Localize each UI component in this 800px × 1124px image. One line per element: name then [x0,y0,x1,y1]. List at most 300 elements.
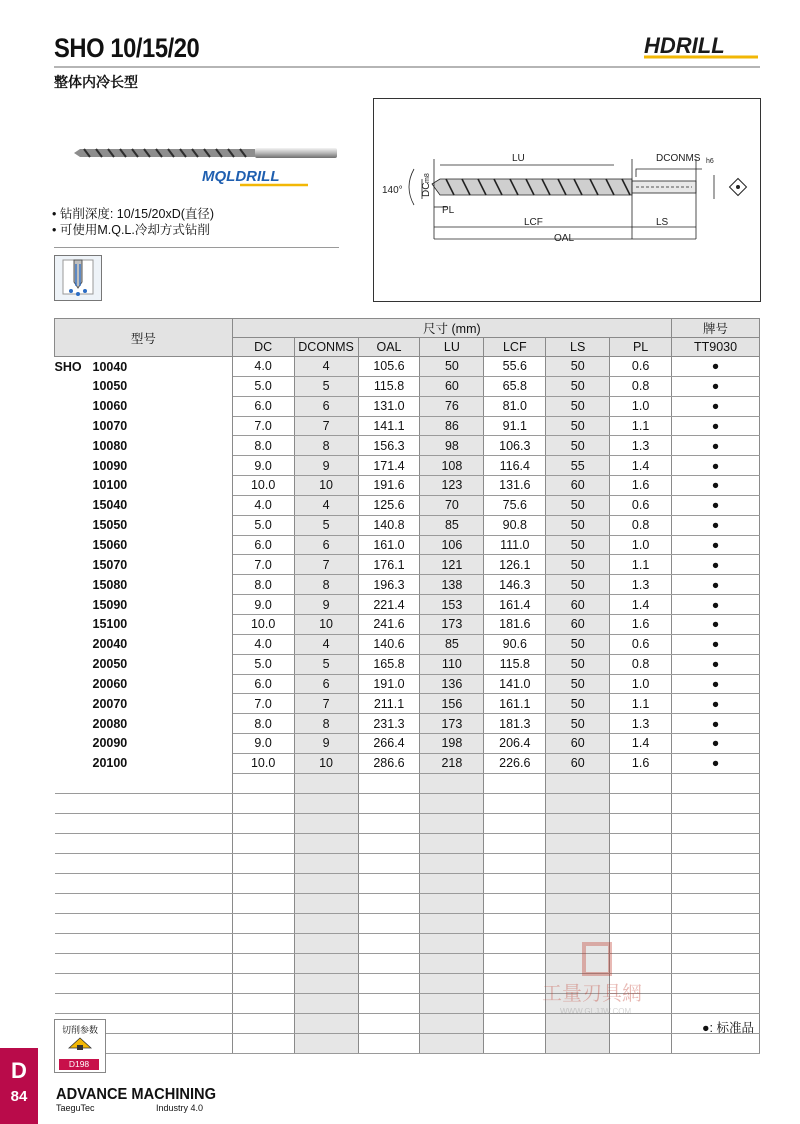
cell-tt: ● [672,694,760,714]
cell-lu: 173 [420,714,484,734]
watermark-url-text: WWW.GLJJW.COM [560,1007,632,1016]
model-cell [55,515,233,535]
empty-cell [294,1033,358,1053]
empty-cell [672,933,760,953]
cell-dconms: 7 [294,416,358,436]
cell-lu: 153 [420,595,484,615]
cell-tt: ● [672,357,760,377]
empty-cell [232,933,294,953]
cell-pl: 0.8 [610,376,672,396]
cell-lcf: 111.0 [484,535,546,555]
cell-dconms: 5 [294,654,358,674]
cell-oal: 196.3 [358,575,420,595]
cell-ls: 50 [546,436,610,456]
empty-cell [546,893,610,913]
cell-ls: 50 [546,694,610,714]
cell-lcf: 226.6 [484,753,546,773]
empty-row [55,833,760,853]
model-cell [55,753,233,773]
model-cell [55,575,233,595]
empty-row [55,913,760,933]
empty-cell [420,833,484,853]
model-cell [55,714,233,734]
empty-cell [484,873,546,893]
cell-pl: 1.3 [610,575,672,595]
diagram-oal-label: OAL [554,233,575,244]
cell-dc: 6.0 [232,674,294,694]
cell-lcf: 206.4 [484,734,546,754]
empty-cell [55,893,233,913]
empty-cell [232,913,294,933]
bullet-drilling-depth: • 钻削深度: 10/15/20xD(直径) [52,207,215,221]
cell-pl: 1.3 [610,436,672,456]
empty-cell [294,853,358,873]
table-row [55,714,760,734]
empty-cell [294,813,358,833]
cell-lu: 85 [420,515,484,535]
empty-cell [232,853,294,873]
cell-oal: 105.6 [358,357,420,377]
cell-tt: ● [672,456,760,476]
cell-dconms: 6 [294,674,358,694]
empty-row [55,1013,760,1033]
cell-oal: 156.3 [358,436,420,456]
cell-tt: ● [672,376,760,396]
col-lu: LU [420,338,484,357]
model-cell [55,396,233,416]
cell-ls: 50 [546,714,610,734]
brand-left-text: TaeguTec [56,1103,95,1113]
empty-cell [294,893,358,913]
cell-ls: 50 [546,555,610,575]
cell-pl: 1.1 [610,694,672,714]
empty-cell [232,773,294,793]
empty-cell [672,1033,760,1053]
empty-cell [358,793,420,813]
brand-main-text: ADVANCE MACHINING [56,1086,216,1103]
cell-ls: 50 [546,495,610,515]
cell-lcf: 65.8 [484,376,546,396]
empty-row [55,853,760,873]
cell-tt: ● [672,495,760,515]
diagram-pl-label: PL [442,205,455,216]
empty-cell [294,953,358,973]
empty-cell [420,973,484,993]
empty-cell [294,873,358,893]
empty-cell [420,773,484,793]
table-row [55,555,760,575]
cutting-params-link[interactable] [54,1019,106,1073]
empty-cell [232,953,294,973]
model-code: 10040 [92,359,128,374]
model-cell [55,436,233,456]
cell-lcf: 131.6 [484,476,546,496]
cell-dconms: 10 [294,753,358,773]
empty-cell [358,953,420,973]
cell-dc: 9.0 [232,595,294,615]
empty-cell [546,1033,610,1053]
cell-lcf: 55.6 [484,357,546,377]
cell-oal: 241.6 [358,614,420,634]
empty-cell [420,933,484,953]
cell-tt: ● [672,416,760,436]
empty-cell [55,913,233,933]
cell-dconms: 10 [294,614,358,634]
model-cell [55,654,233,674]
cell-lcf: 126.1 [484,555,546,575]
empty-cell [358,853,420,873]
empty-cell [484,853,546,873]
cell-oal: 231.3 [358,714,420,734]
empty-cell [232,1033,294,1053]
empty-cell [546,813,610,833]
diagram-lcf-label: LCF [524,217,543,228]
hdrill-logo-text: HDRILL [644,33,725,58]
empty-cell [672,813,760,833]
model-code: 10060 [92,399,128,414]
cell-ls: 60 [546,595,610,615]
model-cell [55,476,233,496]
cell-oal: 221.4 [358,595,420,615]
col-dconms: DCONMS [294,338,358,357]
empty-cell [672,913,760,933]
table-row [55,515,760,535]
cell-pl: 0.6 [610,495,672,515]
cell-oal: 115.8 [358,376,420,396]
empty-cell [55,993,233,1013]
model-cell [55,694,233,714]
cell-dconms: 4 [294,634,358,654]
cell-lcf: 181.6 [484,614,546,634]
cell-dconms: 6 [294,535,358,555]
empty-cell [610,893,672,913]
empty-cell [294,773,358,793]
model-cell [55,734,233,754]
empty-cell [420,873,484,893]
empty-cell [610,1033,672,1053]
empty-cell [358,773,420,793]
empty-cell [358,913,420,933]
cell-dconms: 7 [294,555,358,575]
cell-lu: 86 [420,416,484,436]
hdrill-logo [640,30,762,62]
empty-cell [672,893,760,913]
cell-dc: 4.0 [232,357,294,377]
empty-cell [610,913,672,933]
empty-cell [55,953,233,973]
empty-cell [294,833,358,853]
cell-lcf: 106.3 [484,436,546,456]
cell-ls: 50 [546,416,610,436]
cutting-params-icon [65,1036,95,1052]
cell-dc: 10.0 [232,476,294,496]
cell-lu: 98 [420,436,484,456]
empty-cell [672,953,760,973]
cell-oal: 161.0 [358,535,420,555]
cell-dc: 7.0 [232,555,294,575]
cell-pl: 1.1 [610,555,672,575]
brand-right-text: Industry 4.0 [156,1103,204,1113]
table-row [55,436,760,456]
empty-cell [232,973,294,993]
empty-cell [484,953,546,973]
col-oal: OAL [358,338,420,357]
model-code: 15060 [92,538,128,553]
cell-dc: 7.0 [232,416,294,436]
model-code: 20060 [92,676,128,691]
cell-tt: ● [672,654,760,674]
model-code: 15100 [92,617,128,632]
cell-tt: ● [672,436,760,456]
cell-tt: ● [672,614,760,634]
cell-dconms: 7 [294,694,358,714]
cell-dconms: 9 [294,734,358,754]
cell-lu: 123 [420,476,484,496]
cell-lcf: 181.3 [484,714,546,734]
diagram-dc-label: DC [421,182,432,197]
cell-oal: 165.8 [358,654,420,674]
empty-row [55,1033,760,1053]
cell-ls: 50 [546,357,610,377]
cell-dc: 10.0 [232,614,294,634]
table-row [55,614,760,634]
empty-cell [610,853,672,873]
model-cell [55,416,233,436]
cell-pl: 1.4 [610,595,672,615]
table-row [55,396,760,416]
cell-lu: 198 [420,734,484,754]
model-code: 20070 [92,696,128,711]
cell-dconms: 10 [294,476,358,496]
model-cell [55,555,233,575]
empty-cell [672,973,760,993]
cell-oal: 191.0 [358,674,420,694]
empty-cell [420,993,484,1013]
cell-ls: 50 [546,575,610,595]
model-code: 15090 [92,597,128,612]
cell-lu: 136 [420,674,484,694]
empty-row [55,793,760,813]
cell-pl: 1.0 [610,535,672,555]
empty-cell [420,1013,484,1033]
cell-lcf: 116.4 [484,456,546,476]
empty-cell [55,833,233,853]
empty-cell [232,893,294,913]
empty-cell [672,833,760,853]
model-cell [55,376,233,396]
empty-cell [610,833,672,853]
cell-dc: 5.0 [232,515,294,535]
cell-oal: 131.0 [358,396,420,416]
cell-dc: 9.0 [232,456,294,476]
page-number: 84 [10,1088,28,1105]
cell-ls: 60 [546,614,610,634]
header-size: 尺寸 (mm) [232,319,671,338]
cell-dconms: 8 [294,436,358,456]
diagram-dc-tol: m8 [424,173,431,183]
cell-ls: 60 [546,734,610,754]
legend-standard: ●: 标准品 [702,1021,754,1035]
cell-dconms: 6 [294,396,358,416]
cell-ls: 50 [546,396,610,416]
empty-cell [358,1033,420,1053]
cell-dconms: 4 [294,495,358,515]
cell-pl: 0.6 [610,357,672,377]
empty-cell [420,813,484,833]
drill-dimension-diagram [373,98,761,302]
empty-cell [546,913,610,933]
empty-cell [358,833,420,853]
empty-cell [484,993,546,1013]
dimension-drawing [374,99,760,301]
empty-cell [232,1013,294,1033]
diagram-angle-label: 140° [382,185,403,196]
cell-dconms: 5 [294,376,358,396]
cell-tt: ● [672,476,760,496]
watermark-main-text: 工量刃具網 [542,981,642,1005]
empty-cell [672,793,760,813]
cell-lu: 138 [420,575,484,595]
cell-oal: 140.6 [358,634,420,654]
empty-cell [672,773,760,793]
model-code: 20050 [92,657,128,672]
table-row [55,535,760,555]
cell-pl: 1.6 [610,476,672,496]
cell-lu: 108 [420,456,484,476]
cell-pl: 1.1 [610,416,672,436]
watermark [540,942,680,1016]
cell-ls: 55 [546,456,610,476]
empty-cell [232,873,294,893]
cell-lcf: 161.4 [484,595,546,615]
model-code: 20090 [92,736,128,751]
empty-cell [484,1013,546,1033]
model-cell [55,634,233,654]
cell-pl: 0.8 [610,515,672,535]
model-code: 15050 [92,518,128,533]
cell-ls: 50 [546,634,610,654]
page-subtitle: 整体内冷长型 [54,74,138,90]
cell-lcf: 91.1 [484,416,546,436]
feature-bullets [52,206,214,238]
empty-cell [294,933,358,953]
table-row [55,416,760,436]
cell-lcf: 90.6 [484,634,546,654]
cell-ls: 50 [546,654,610,674]
cell-tt: ● [672,674,760,694]
cell-lcf: 75.6 [484,495,546,515]
empty-row [55,893,760,913]
mql-drill-logo [200,164,312,188]
empty-cell [232,793,294,813]
cell-oal: 140.8 [358,515,420,535]
empty-cell [672,873,760,893]
model-code: 10080 [92,438,128,453]
header-grade: 牌号 [672,319,760,338]
cell-dc: 8.0 [232,575,294,595]
cell-ls: 60 [546,753,610,773]
model-cell [55,614,233,634]
empty-cell [420,853,484,873]
empty-cell [546,793,610,813]
cell-dconms: 8 [294,575,358,595]
empty-cell [546,853,610,873]
empty-cell [610,773,672,793]
empty-cell [232,813,294,833]
cell-lcf: 161.1 [484,694,546,714]
cutting-params-ref: D198 [59,1059,99,1070]
cell-dc: 6.0 [232,535,294,555]
empty-cell [358,1013,420,1033]
cell-ls: 50 [546,376,610,396]
cell-dc: 5.0 [232,654,294,674]
model-cell [55,495,233,515]
cell-pl: 1.0 [610,396,672,416]
cell-dc: 8.0 [232,436,294,456]
bullet-divider [54,247,339,248]
table-row [55,456,760,476]
table-row [55,674,760,694]
cell-dc: 4.0 [232,634,294,654]
model-prefix: SHO [54,359,82,374]
table-row [55,376,760,396]
empty-cell [358,813,420,833]
model-code: 20040 [92,637,128,652]
empty-cell [420,953,484,973]
empty-cell [55,793,233,813]
table-row [55,495,760,515]
empty-row [55,773,760,793]
model-code: 20080 [92,716,128,731]
cell-ls: 50 [546,535,610,555]
cell-tt: ● [672,535,760,555]
cell-lcf: 90.8 [484,515,546,535]
empty-cell [610,873,672,893]
cell-dc: 9.0 [232,734,294,754]
cell-dconms: 5 [294,515,358,535]
cell-lu: 50 [420,357,484,377]
brand-logo [56,1082,218,1114]
cell-lu: 76 [420,396,484,416]
empty-cell [55,773,233,793]
title-divider [54,66,760,68]
cell-oal: 211.1 [358,694,420,714]
empty-cell [420,893,484,913]
empty-cell [55,933,233,953]
empty-cell [294,973,358,993]
model-code: 15080 [92,577,128,592]
drill-photo [70,140,340,166]
empty-cell [55,813,233,833]
empty-cell [672,853,760,873]
cell-lu: 173 [420,614,484,634]
empty-cell [294,1013,358,1033]
empty-cell [294,913,358,933]
table-row [55,357,760,377]
cell-tt: ● [672,634,760,654]
col-tt9030: TT9030 [672,338,760,357]
cell-oal: 266.4 [358,734,420,754]
empty-cell [484,813,546,833]
page-title: SHO 10/15/20 [54,33,200,63]
empty-cell [672,993,760,1013]
cell-oal: 125.6 [358,495,420,515]
internal-coolant-icon [54,255,102,301]
cell-lu: 106 [420,535,484,555]
cell-lu: 121 [420,555,484,575]
cell-lcf: 81.0 [484,396,546,416]
col-ls: LS [546,338,610,357]
